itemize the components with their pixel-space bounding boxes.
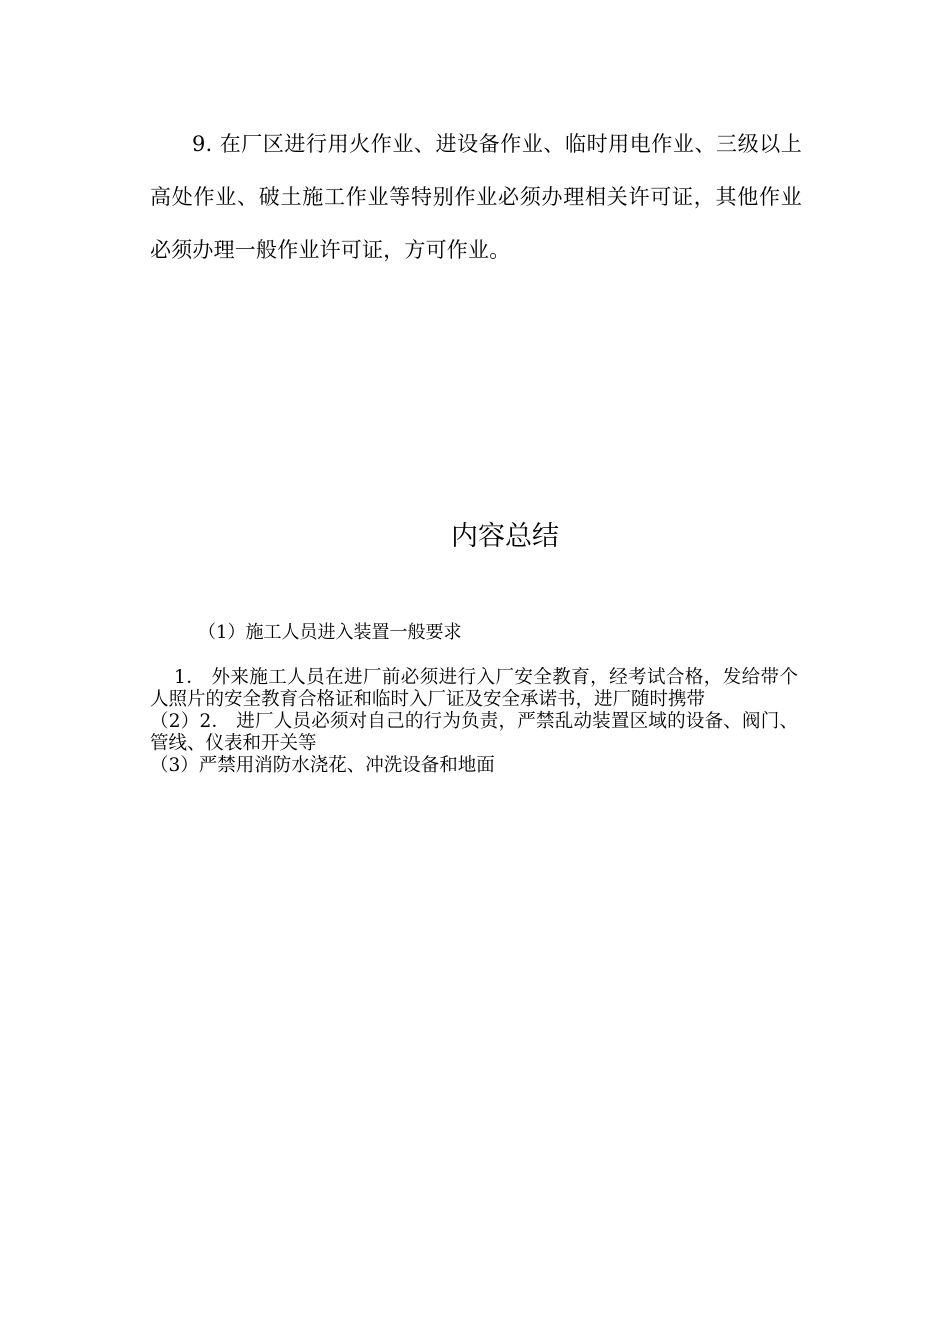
summary-body bbox=[150, 667, 798, 777]
summary-subtitle: （1）施工人员进入装置一般要求 bbox=[198, 622, 462, 643]
summary-item-3: （3）严禁用消防水浇花、冲洗设备和地面 bbox=[150, 755, 495, 776]
paragraph-item-9: 9. 在厂区进行用火作业、进设备作业、临时用电作业、三级以上高处作业、破土施工作业等特别作业必须办理相关许可证，其他作业必须办理一般作业许可证，方可作业。 bbox=[150, 132, 802, 262]
summary-item-1: 1． 外来施工人员在进厂前必须进行入厂安全教育，经考试合格，发给带个人照片的安全教育合格证和临时入厂证及安全承诺书，进厂随时携带 bbox=[150, 667, 798, 710]
summary-title: 内容总结 bbox=[451, 521, 559, 552]
summary-item-2: （2）2． 进厂人员必须对自己的行为负责，严禁乱动装置区域的设备、阀门、管线、仪表和开关等 bbox=[150, 711, 798, 754]
